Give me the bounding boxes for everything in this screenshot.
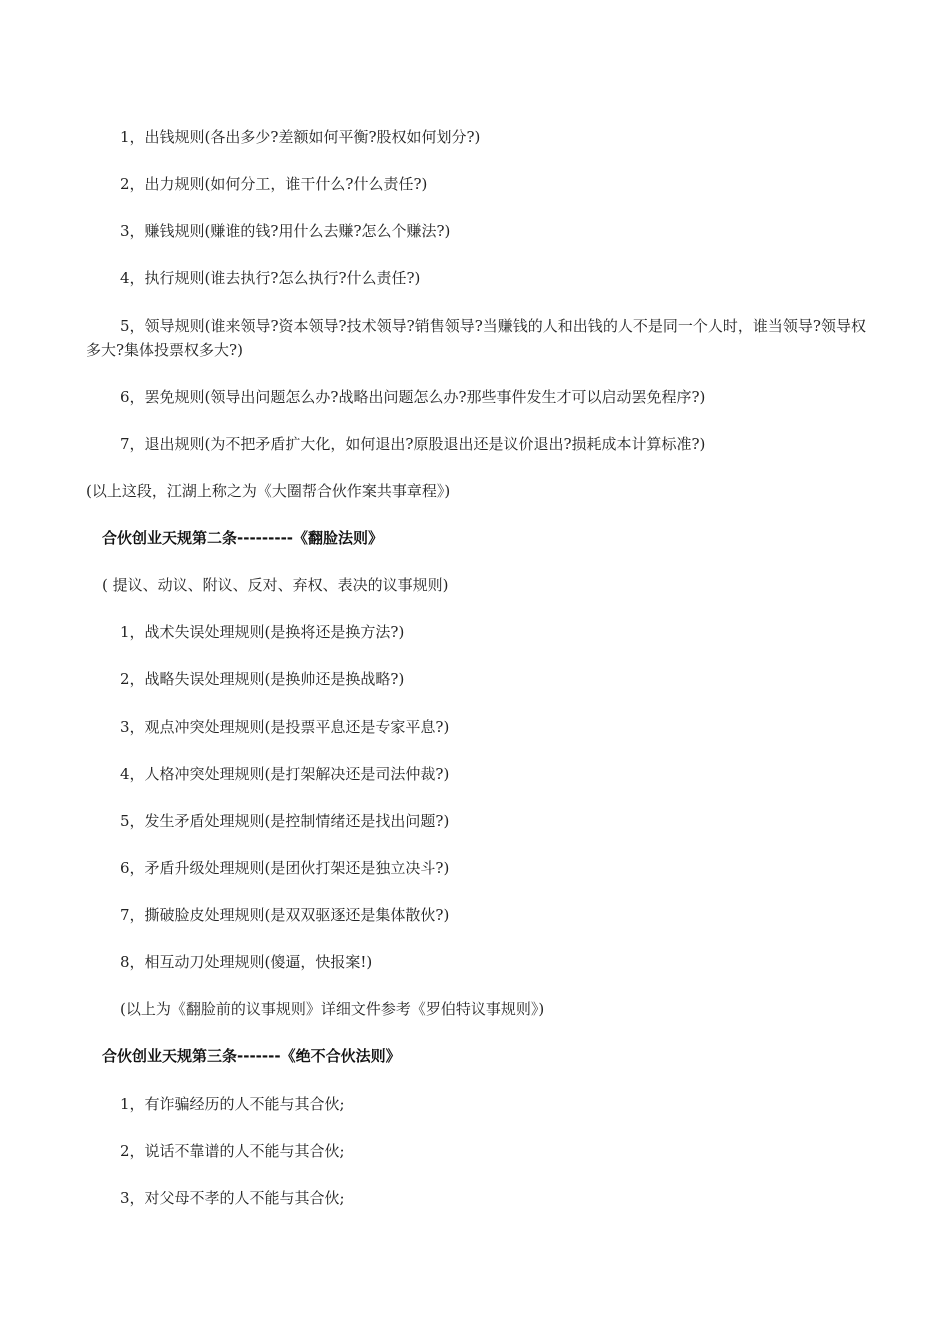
rule-item-7: 7，退出规则(为不把矛盾扩大化，如何退出?原股退出还是议价退出?损耗成本计算标准?) <box>120 435 706 453</box>
rule-item-5: 5，领导规则(谁来领导?资本领导?技术领导?销售领导?当赚钱的人和出钱的人不是同一个人时，谁当领导?领导权多大?集体投票权多大?) <box>86 317 866 359</box>
rule-item: 3，对父母不孝的人不能与其合伙; <box>120 1189 345 1207</box>
rule-item: 8，相互动刀处理规则(傻逼，快报案!) <box>120 953 373 971</box>
rule-item: 6，矛盾升级处理规则(是团伙打架还是独立决斗?) <box>120 859 450 877</box>
section1-note: (以上这段，江湖上称之为《大圈帮合伙作案共事章程》) <box>86 482 451 500</box>
rule-item: 1，有诈骗经历的人不能与其合伙; <box>120 1095 345 1113</box>
rule-item: 7，撕破脸皮处理规则(是双双驱逐还是集体散伙?) <box>120 906 450 924</box>
rule-item-6: 6，罢免规则(领导出问题怎么办?战略出问题怎么办?那些事件发生才可以启动罢免程序?) <box>120 388 706 406</box>
rule-item: 1，战术失误处理规则(是换将还是换方法?) <box>120 623 405 641</box>
rule-item-3: 3，赚钱规则(赚谁的钱?用什么去赚?怎么个赚法?) <box>120 222 451 240</box>
rule-item: 2，说话不靠谱的人不能与其合伙; <box>120 1142 345 1160</box>
rule-item-1: 1，出钱规则(各出多少?差额如何平衡?股权如何划分?) <box>120 128 481 146</box>
rule-item-2: 2，出力规则(如何分工，谁干什么?什么责任?) <box>120 175 428 193</box>
section3-heading: 合伙创业天规第三条-------《绝不合伙法则》 <box>102 1047 401 1065</box>
rule-item: 5，发生矛盾处理规则(是控制情绪还是找出问题?) <box>120 812 450 830</box>
rule-item: 4，人格冲突处理规则(是打架解决还是司法仲裁?) <box>120 765 450 783</box>
section2-subtitle: ( 提议、动议、附议、反对、弃权、表决的议事规则) <box>102 576 449 594</box>
section2-heading: 合伙创业天规第二条---------《翻脸法则》 <box>102 529 384 547</box>
section2-note: (以上为《翻脸前的议事规则》详细文件参考《罗伯特议事规则》) <box>120 1000 545 1018</box>
rule-item: 3，观点冲突处理规则(是投票平息还是专家平息?) <box>120 718 450 736</box>
rule-item: 2，战略失误处理规则(是换帅还是换战略?) <box>120 670 405 688</box>
rule-item-4: 4，执行规则(谁去执行?怎么执行?什么责任?) <box>120 269 421 287</box>
